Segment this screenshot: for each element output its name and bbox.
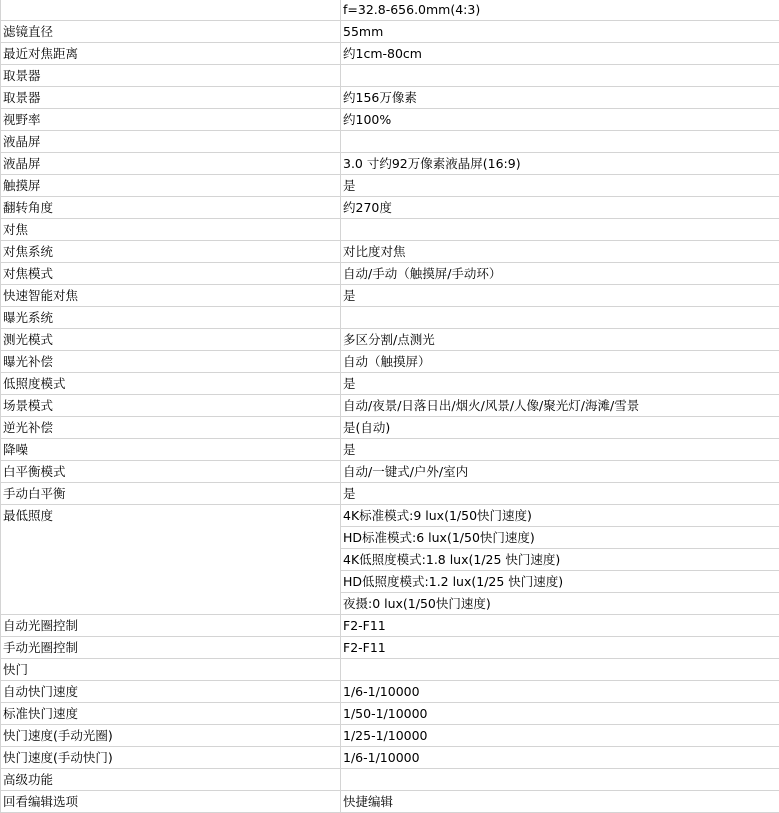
table-row [1, 373, 779, 395]
row-label: 白平衡模式 [1, 461, 341, 483]
table-row [1, 241, 779, 263]
row-label: 逆光补偿 [1, 417, 341, 439]
row-label: 最近对焦距离 [1, 43, 341, 65]
table-row [1, 87, 779, 109]
table-row [1, 769, 779, 791]
row-label: 场景模式 [1, 395, 341, 417]
table-row [1, 219, 779, 241]
row-value: 约270度 [341, 197, 779, 219]
row-label: 快门速度(手动光圈) [1, 725, 341, 747]
row-value: F2-F11 [341, 615, 779, 637]
table-row-min-illumination [1, 505, 779, 615]
row-label: 触摸屏 [1, 175, 341, 197]
table-row [1, 197, 779, 219]
table-row [1, 615, 779, 637]
table-row [1, 65, 779, 87]
table-row [1, 395, 779, 417]
table-row [1, 153, 779, 175]
row-label: 手动光圈控制 [1, 637, 341, 659]
row-value: 1/50-1/10000 [341, 703, 779, 725]
row-value: 4K低照度模式:1.8 lux(1/25 快门速度) [341, 549, 779, 571]
row-value: 3.0 寸约92万像素液晶屏(16:9) [341, 153, 779, 175]
row-value: 对比度对焦 [341, 241, 779, 263]
table-row [1, 703, 779, 725]
row-value: 1/6-1/10000 [341, 681, 779, 703]
row-label: 低照度模式 [1, 373, 341, 395]
row-value: 是 [341, 483, 779, 505]
row-label: 快速智能对焦 [1, 285, 341, 307]
row-value: 约156万像素 [341, 87, 779, 109]
row-value: f=32.8-656.0mm(4:3) [341, 0, 779, 21]
table-row [1, 637, 779, 659]
table-row [1, 131, 779, 153]
row-value [341, 65, 779, 87]
table-row [1, 285, 779, 307]
row-value: 是(自动) [341, 417, 779, 439]
table-row [1, 439, 779, 461]
row-label: 翻转角度 [1, 197, 341, 219]
table-row [1, 109, 779, 131]
row-value: 多区分割/点测光 [341, 329, 779, 351]
row-label: 取景器 [1, 65, 341, 87]
table-row [1, 659, 779, 681]
table-row [1, 483, 779, 505]
row-value: 是 [341, 175, 779, 197]
row-value: 快捷编辑 [341, 791, 779, 813]
row-value: 55mm [341, 21, 779, 43]
row-value [341, 307, 779, 329]
table-row [1, 351, 779, 373]
row-value: 是 [341, 439, 779, 461]
row-value: 是 [341, 285, 779, 307]
row-label: 最低照度 [1, 505, 341, 615]
row-value: HD低照度模式:1.2 lux(1/25 快门速度) [341, 571, 779, 593]
row-label: 曝光补偿 [1, 351, 341, 373]
row-label: 液晶屏 [1, 131, 341, 153]
row-value-list [341, 505, 779, 615]
row-value: 自动（触摸屏） [341, 351, 779, 373]
table-row [1, 329, 779, 351]
row-label: 自动快门速度 [1, 681, 341, 703]
row-label: 手动白平衡 [1, 483, 341, 505]
row-label: 对焦模式 [1, 263, 341, 285]
row-value [341, 219, 779, 241]
table-row [1, 307, 779, 329]
table-row [1, 461, 779, 483]
row-label: 标准快门速度 [1, 703, 341, 725]
row-label: 滤镜直径 [1, 21, 341, 43]
row-value: 是 [341, 373, 779, 395]
table-row [1, 725, 779, 747]
row-label: 自动光圈控制 [1, 615, 341, 637]
row-label [1, 0, 341, 21]
row-label: 快门速度(手动快门) [1, 747, 341, 769]
row-label: 对焦系统 [1, 241, 341, 263]
row-value [341, 131, 779, 153]
row-label: 视野率 [1, 109, 341, 131]
table-row [1, 21, 779, 43]
table-row [1, 175, 779, 197]
table-row [1, 263, 779, 285]
row-label: 曝光系统 [1, 307, 341, 329]
table-row [1, 43, 779, 65]
row-label: 测光模式 [1, 329, 341, 351]
row-label: 液晶屏 [1, 153, 341, 175]
row-label: 快门 [1, 659, 341, 681]
row-label: 降噪 [1, 439, 341, 461]
row-label: 回看编辑选项 [1, 791, 341, 813]
row-value: 自动/夜景/日落日出/烟火/风景/人像/聚光灯/海滩/雪景 [341, 395, 779, 417]
table-row [1, 417, 779, 439]
table-row [1, 681, 779, 703]
row-label: 取景器 [1, 87, 341, 109]
row-value: HD标准模式:6 lux(1/50快门速度) [341, 527, 779, 549]
table-row [1, 0, 779, 21]
row-value: 1/6-1/10000 [341, 747, 779, 769]
row-value: F2-F11 [341, 637, 779, 659]
row-value: 约100% [341, 109, 779, 131]
row-value [341, 659, 779, 681]
row-value: 约1cm-80cm [341, 43, 779, 65]
row-value: 自动/一键式/户外/室内 [341, 461, 779, 483]
table-row [1, 791, 779, 813]
row-value: 夜摄:0 lux(1/50快门速度) [341, 593, 779, 614]
row-label: 高级功能 [1, 769, 341, 791]
row-value: 4K标准模式:9 lux(1/50快门速度) [341, 505, 779, 527]
row-value: 自动/手动（触摸屏/手动环） [341, 263, 779, 285]
row-value [341, 769, 779, 791]
table-row [1, 747, 779, 769]
row-value: 1/25-1/10000 [341, 725, 779, 747]
row-label: 对焦 [1, 219, 341, 241]
